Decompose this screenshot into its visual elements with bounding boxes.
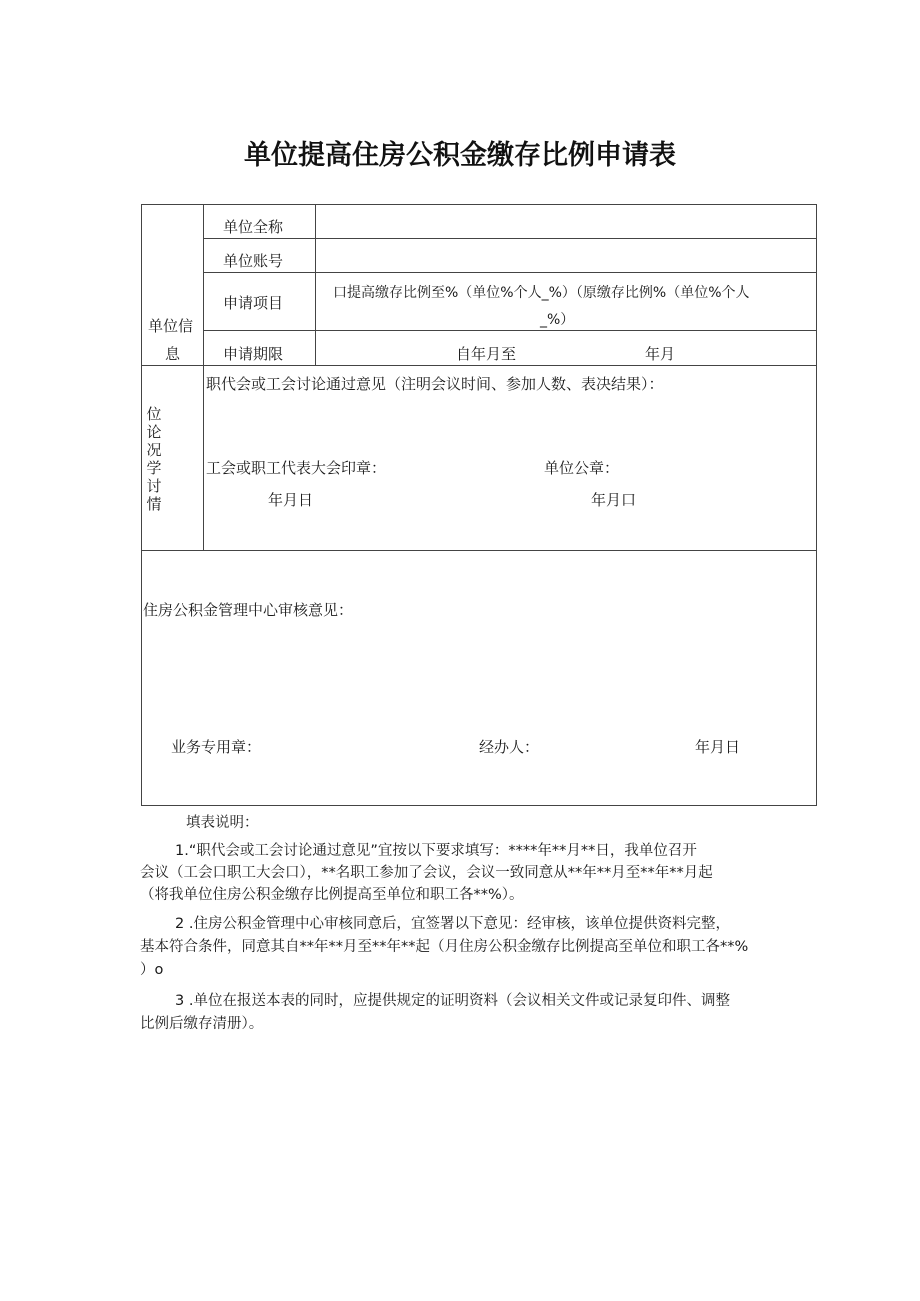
note-2-line-2: 基本符合条件，同意其自**年**月至**年**起（月住房公积金缴存比例提高至单位和职工各**% [140, 939, 749, 955]
row-divider [203, 238, 817, 239]
apply-item-label: 申请项目 [223, 294, 284, 312]
note-3-line-2: 比例后缴存清册）。 [140, 1016, 264, 1032]
section-discussion-label: 位论况学讨情 [146, 405, 162, 513]
section-divider [141, 365, 817, 366]
note-2-line-1: 2 .住房公积金管理中心审核同意后，宜签署以下意见：经审核，该单位提供资料完整， [175, 916, 730, 932]
note-3-line-1: 3 .单位在报送本表的同时，应提供规定的证明资料（会议相关文件或记录复印件、调整 [175, 993, 730, 1009]
note-1-line-1: 1.“职代会或工会讨论通过意见”宜按以下要求填写：****年**月**日，我单位召开 [175, 843, 697, 859]
apply-period-label: 申请期限 [223, 345, 284, 363]
row-divider [203, 330, 817, 331]
page-title: 单位提高住房公积金缴存比例申请表 [244, 140, 676, 171]
unit-date: 年月口 [591, 491, 637, 509]
note-1-line-3: （将我单位住房公积金缴存比例提高至单位和职工各**%）。 [140, 887, 524, 903]
note-1-line-2: 会议（工会口职工大会口），**名职工参加了会议，会议一致同意从**年**月至**年**月起 [140, 865, 713, 881]
section-unit-info-label: 单位信 [148, 317, 194, 335]
section-unit-info-label-2: 息 [165, 345, 181, 363]
column-divider [315, 204, 316, 365]
notes-heading: 填表说明： [186, 815, 259, 831]
review-date: 年月日 [695, 738, 741, 756]
period-from: 自年月至 [456, 345, 517, 363]
business-seal-label: 业务专用章： [171, 738, 262, 756]
review-opinion-label: 住房公积金管理中心审核意见： [143, 601, 354, 619]
discussion-opinion-label: 职代会或工会讨论通过意见（注明会议时间、参加人数、表决结果）： [206, 375, 664, 393]
column-divider [203, 204, 204, 550]
section-divider [141, 550, 817, 551]
unit-seal-label: 单位公章： [544, 459, 620, 477]
apply-item-value-2: _%） [540, 312, 575, 328]
row-divider [203, 272, 817, 273]
unit-name-label: 单位全称 [223, 218, 284, 236]
period-to: 年月 [645, 345, 676, 363]
union-seal-label: 工会或职工代表大会印章： [206, 459, 387, 477]
unit-account-label: 单位账号 [223, 252, 284, 270]
handler-label: 经办人： [479, 738, 540, 756]
note-2-line-3: ）o [140, 962, 164, 978]
apply-item-value: 口提高缴存比例至%（单位%个人_%）（原缴存比例%（单位%个人 [333, 285, 750, 301]
union-date: 年月日 [268, 491, 314, 509]
